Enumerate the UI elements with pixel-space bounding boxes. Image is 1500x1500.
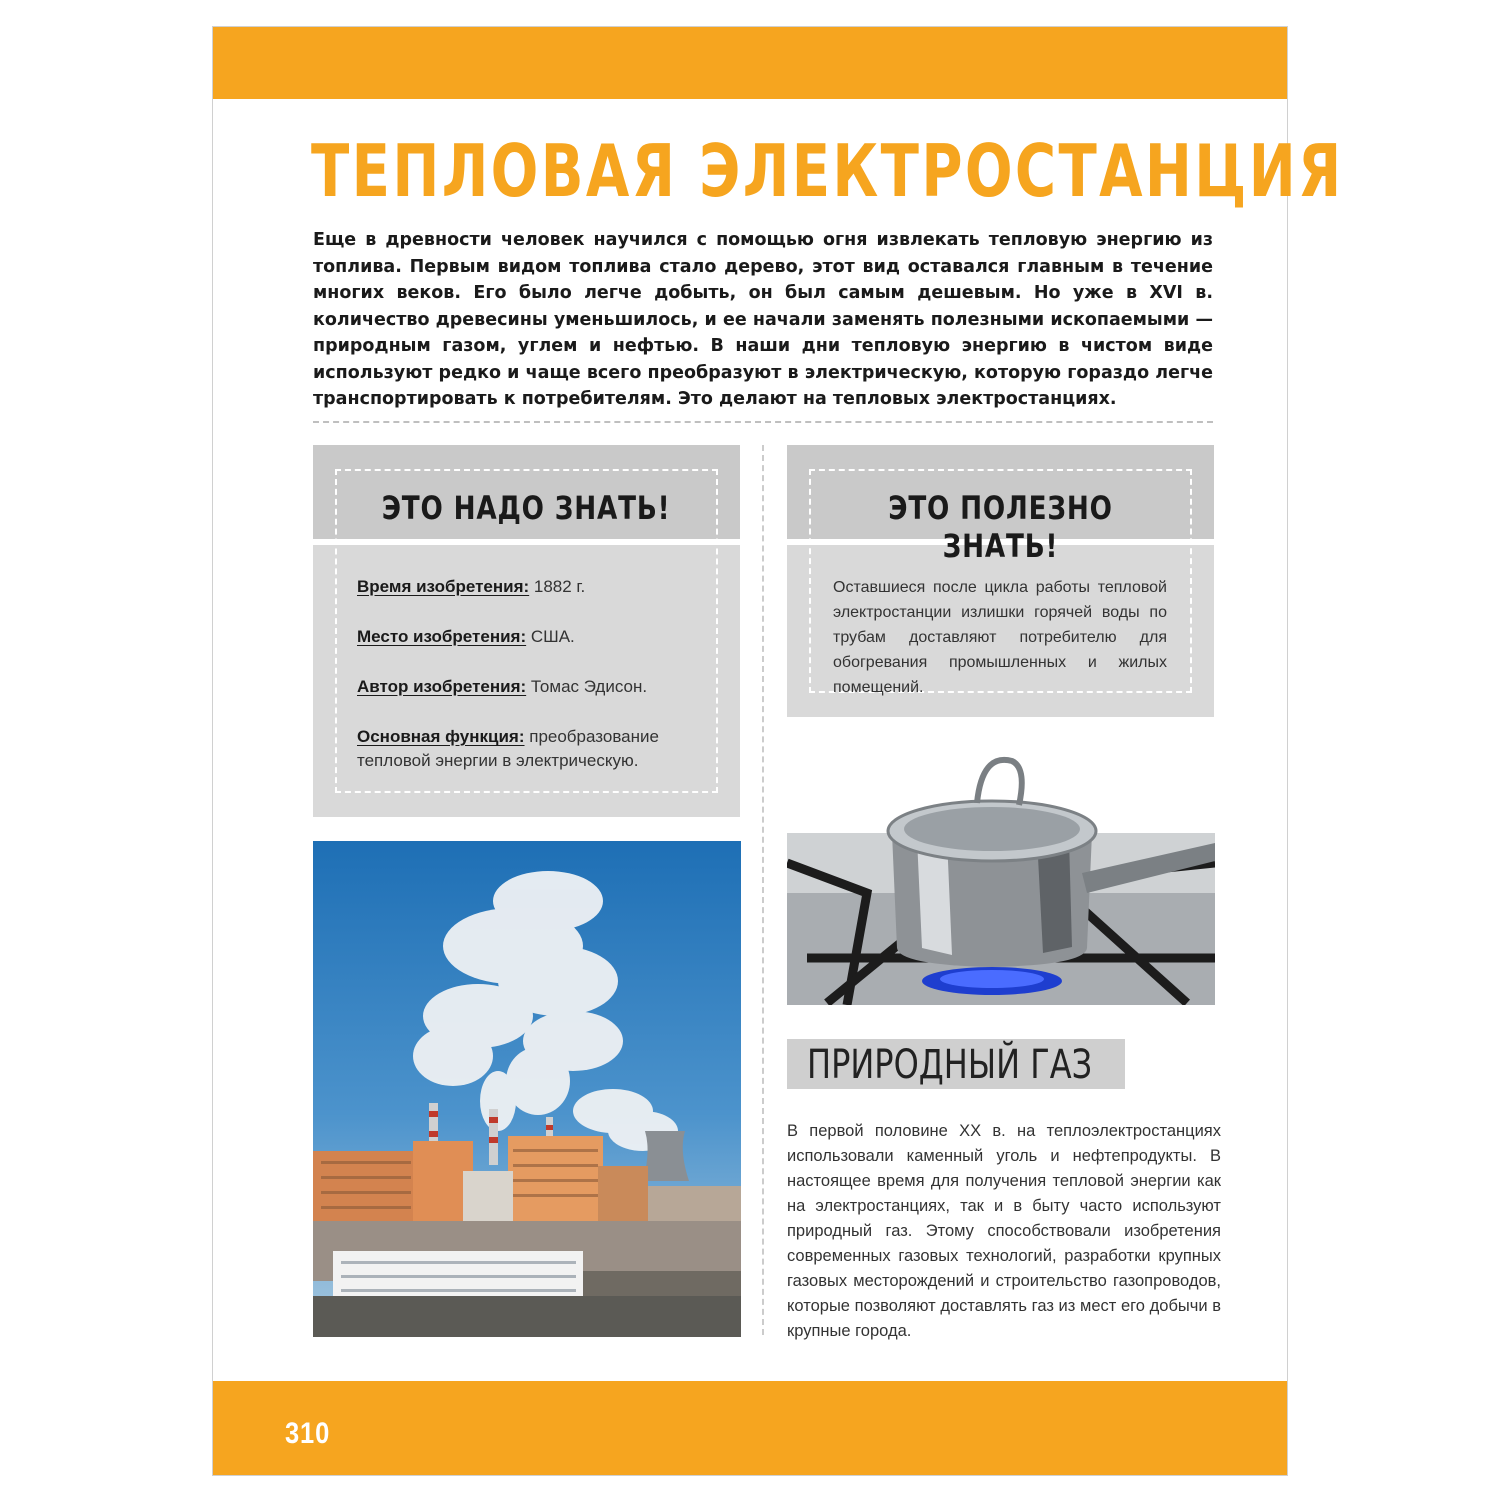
fact-inventor: Автор изобретения: Томас Эдисон. (357, 677, 648, 696)
power-station-photo (313, 841, 741, 1337)
fact-invention-place: Место изобретения: США. (357, 627, 575, 646)
page-number: 310 (285, 1417, 331, 1450)
intro-paragraph: Еще в древности человек научился с помощью огня извлекать тепловую энергию из топлива. Первым видом топлива стало дерево, этот вид оставался главным в течение многих веков. Его было легче добыть, он был самым дешевым. Но уже в XVI в. количество древесины уменьшилось, и ее начали заменять полезными ископаемыми — природным газом, углем и нефтью. В наши дни тепловую энергию в чистом виде используют редко и чаще всего преобразуют в электрическую, которую гораздо легче транспортировать к потребителям. Это делают на тепловых электростанциях. (313, 230, 1213, 409)
gas-text: В первой половине XX в. на теплоэлектростанциях использовали каменный уголь и нефтепродукты. В настоящее время для получения тепловой энергии как на электростанциях, так и в быту часто используют природный газ. Этому способствовали изобретения современных газовых технологий, разработки крупных газовых месторождений и строительство газопроводов, которые позволяют доставлять газ из мест его добычи в крупные города. (787, 1122, 1221, 1340)
fact-invention-time: Время изобретения: 1882 г. (357, 577, 586, 596)
column-divider (762, 445, 764, 1335)
fact-main-function: Основная функция: преобразование тепловой энергии в электрическую. (357, 727, 659, 770)
dashed-divider (313, 421, 1213, 423)
top-color-band (213, 27, 1287, 99)
book-page (212, 26, 1344, 1476)
gas-heading: ПРИРОДНЫЙ ГАЗ (807, 1042, 1093, 1088)
gas-stove-photo (787, 743, 1215, 1005)
must-know-title: ЭТО НАДО ЗНАТЬ! (382, 489, 671, 527)
page-title: ТЕПЛОВАЯ ЭЛЕКТРОСТАНЦИЯ (311, 129, 1344, 213)
bottom-color-band (213, 1381, 1287, 1475)
useful-text: Оставшиеся после цикла работы тепловой электростанции излишки горячей воды по трубам доставляют потребителю для обогревания промышленных и жилых помещений. (833, 579, 1167, 696)
useful-title: ЭТО ПОЛЕЗНО ЗНАТЬ! (888, 489, 1113, 565)
